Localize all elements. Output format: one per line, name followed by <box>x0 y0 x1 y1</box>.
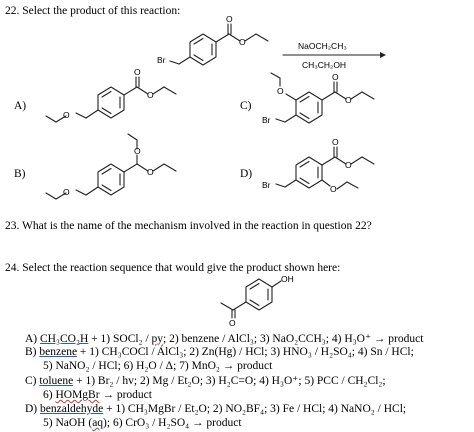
q24-option-d-start: benzaldehyde <box>40 403 104 415</box>
a-o-carbonyl: O <box>134 67 141 77</box>
option-a-label[interactable]: A) <box>14 100 27 112</box>
q22-question: 22. Select the product of this reaction: <box>5 5 181 17</box>
q24-option-c-line2: 6) HOMgBr → product <box>43 389 152 401</box>
q24-option-c[interactable]: C) toluene + 1) Br₂ / hv; 2) Mg / Et₂O; 3) H₂C=O; 4) H₃O⁺; 5) PCC / CH₂Cl₂; <box>25 375 386 387</box>
start-o-carbonyl: O <box>226 14 233 24</box>
q23-question: 23. What is the name of the mechanism involved in the reaction in question 22? <box>5 220 372 232</box>
q24-option-b[interactable]: B) benzene + 1) CH₃COCl / AlCl₃; 2) Zn(Hg) / HCl; 3) HNO₃ / H₂SO₄; 4) Sn / HCl; <box>25 346 414 358</box>
q24-o-label: O <box>229 318 236 328</box>
option-d-label[interactable]: D) <box>240 168 253 180</box>
b-o-ester: O <box>147 167 154 177</box>
option-b-label[interactable]: B) <box>14 168 26 180</box>
c-o-ether: O <box>277 86 284 96</box>
q24-option-d-line2: 5) NaOH (aq); 6) CrO₃ / H₂SO₄ → product <box>43 417 242 429</box>
a-o-ester: O <box>147 90 154 100</box>
q24-option-a[interactable]: A) CH₃CO₂H + 1) SOCl₂ / py; 2) benzene / AlCl₃; 3) NaO₂CCH₃; 4) H₃O⁺ → product <box>25 333 424 345</box>
start-br-label: Br <box>157 55 166 65</box>
c-o-ester: O <box>345 95 352 105</box>
reagent-bottom: CH₃CH₂OH <box>302 60 347 70</box>
c-br-label: Br <box>262 115 271 125</box>
reagent-top: NaOCH₂CH₃ <box>298 41 347 51</box>
q24-option-b-line2: 5) NaNO₂ / HCl; 6) H₂O / Δ; 7) MnO₂ → product <box>43 360 273 372</box>
d-o-carbonyl: O <box>332 137 339 147</box>
c-o-carbonyl: O <box>332 72 339 82</box>
q24-option-c-start: toluene <box>39 375 74 387</box>
q24-option-a-start: CH₃CO₂H <box>40 333 89 345</box>
q24-option-d-label: D) <box>25 403 38 415</box>
start-o-ester: O <box>239 37 246 47</box>
b-o-upper: O <box>134 146 141 156</box>
d-o-ether: O <box>330 184 337 194</box>
q24-option-c-label: C) <box>25 375 37 387</box>
q24-oh-label: OH <box>281 274 294 284</box>
q24-option-a-label: A) <box>25 333 38 345</box>
q24-question: 24. Select the reaction sequence that would give the product shown here: <box>5 262 341 274</box>
a-o-ether: O <box>63 110 70 120</box>
q24-option-b-start: benzene <box>39 346 78 358</box>
q24-option-b-label: B) <box>25 346 37 358</box>
option-c-structure <box>271 73 374 123</box>
d-o-ester: O <box>345 160 352 170</box>
q24-product-structure <box>221 279 281 318</box>
option-c-label[interactable]: C) <box>240 100 252 112</box>
q24-option-d[interactable]: D) benzaldehyde + 1) CH₃MgBr / Et₂O; 2) NO₂BF₄; 3) Fe / HCl; 4) NaNO₂ / HCl; <box>25 403 407 415</box>
d-br-label: Br <box>262 180 271 190</box>
b-o-ether: O <box>63 187 70 197</box>
option-d-structure <box>276 147 374 189</box>
starting-material-structure <box>170 24 268 65</box>
